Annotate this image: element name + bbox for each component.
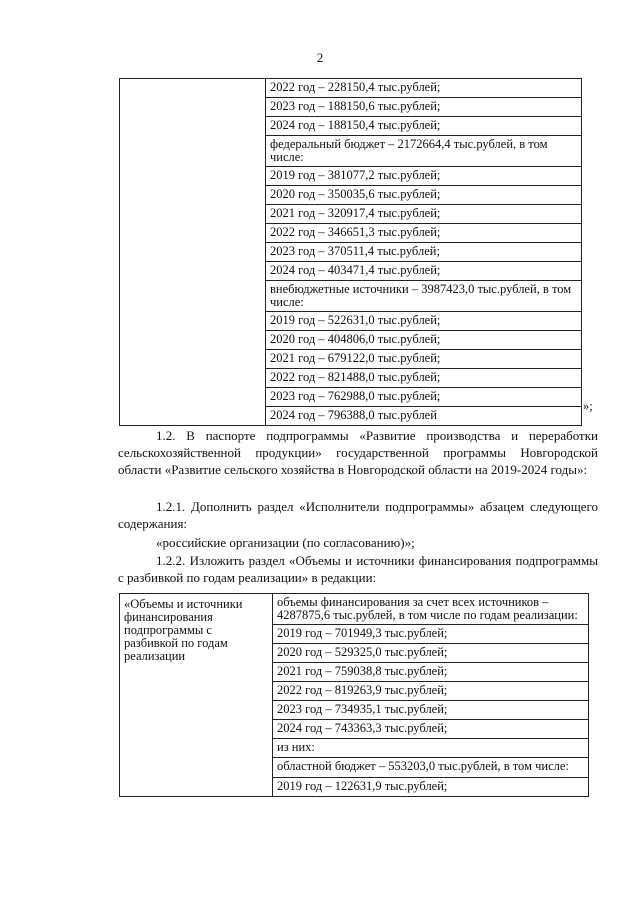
- funding-line: 2024 год – 403471,4 тыс.рублей;: [266, 261, 581, 280]
- funding-line: 2024 год – 796388,0 тыс.рублей: [266, 406, 581, 425]
- funding-line: из них:: [273, 738, 588, 757]
- funding-line: 2023 год – 734935,1 тыс.рублей;: [273, 700, 588, 719]
- funding-line: 2023 год – 188150,6 тыс.рублей;: [266, 97, 581, 116]
- funding-line: 2023 год – 370511,4 тыс.рублей;: [266, 242, 581, 261]
- funding-total-line: объемы финансирования за счет всех источников – 4287875,6 тыс.рублей, в том числе по годам реализации:: [277, 595, 578, 622]
- section-title-cell: «Объемы и источники финансирования подпрограммы с разбивкой по годам реализации: [120, 594, 273, 797]
- empty-left-cell: [120, 79, 266, 426]
- paragraph-1-2-1: 1.2.1. Дополнить раздел «Исполнители подпрограммы» абзацем следующего содержания:: [118, 499, 598, 531]
- funding-line: 2019 год – 701949,3 тыс.рублей;: [273, 624, 588, 643]
- paragraph-1-2: 1.2. В паспорте подпрограммы «Развитие производства и переработки сельскохозяйственной продукции» государственной программы Новгородской области «Развитие сельского хозяйства в Новгородской области на 2019-2024 годы»:: [118, 428, 598, 477]
- funding-line: 2020 год – 350035,6 тыс.рублей;: [266, 185, 581, 204]
- funding-line: 2021 год – 679122,0 тыс.рублей;: [266, 349, 581, 368]
- funding-line: 2021 год – 759038,8 тыс.рублей;: [273, 662, 588, 681]
- funding-line: 2024 год – 188150,4 тыс.рублей;: [266, 116, 581, 135]
- funding-line: 2019 год – 522631,0 тыс.рублей;: [266, 311, 581, 330]
- funding-source-heading: федеральный бюджет – 2172664,4 тыс.рублей, в том числе:: [266, 135, 581, 166]
- paragraph-organizations: «российские организации (по согласованию)»;: [156, 535, 415, 550]
- funding-line: 2022 год – 346651,3 тыс.рублей;: [266, 223, 581, 242]
- funding-table-subprogram: [119, 593, 589, 797]
- funding-source-heading: областной бюджет – 553203,0 тыс.рублей, в том числе:: [273, 757, 588, 777]
- funding-source-heading: внебюджетные источники – 3987423,0 тыс.рублей, в том числе:: [266, 280, 581, 311]
- paragraph-1-2-2: 1.2.2. Изложить раздел «Объемы и источники финансирования подпрограммы с разбивкой по годам реализации» в редакции:: [118, 553, 598, 585]
- page-number: 2: [316, 50, 324, 65]
- funding-line: 2020 год – 529325,0 тыс.рублей;: [273, 643, 588, 662]
- funding-line: 2019 год – 381077,2 тыс.рублей;: [266, 166, 581, 185]
- funding-lines-cell: [273, 594, 589, 797]
- funding-table-continued: [119, 78, 582, 426]
- funding-line: 2022 год – 819263,9 тыс.рублей;: [273, 681, 588, 700]
- funding-lines-cell: [266, 79, 582, 426]
- funding-line: 2021 год – 320917,4 тыс.рублей;: [266, 204, 581, 223]
- funding-line: 2022 год – 228150,4 тыс.рублей;: [270, 80, 441, 94]
- closing-quote: »;: [583, 399, 593, 413]
- funding-line: 2022 год – 821488,0 тыс.рублей;: [266, 368, 581, 387]
- funding-line: 2023 год – 762988,0 тыс.рублей;: [266, 387, 581, 406]
- funding-line: 2020 год – 404806,0 тыс.рублей;: [266, 330, 581, 349]
- funding-line: 2024 год – 743363,3 тыс.рублей;: [273, 719, 588, 738]
- funding-line: 2019 год – 122631,9 тыс.рублей;: [273, 777, 588, 796]
